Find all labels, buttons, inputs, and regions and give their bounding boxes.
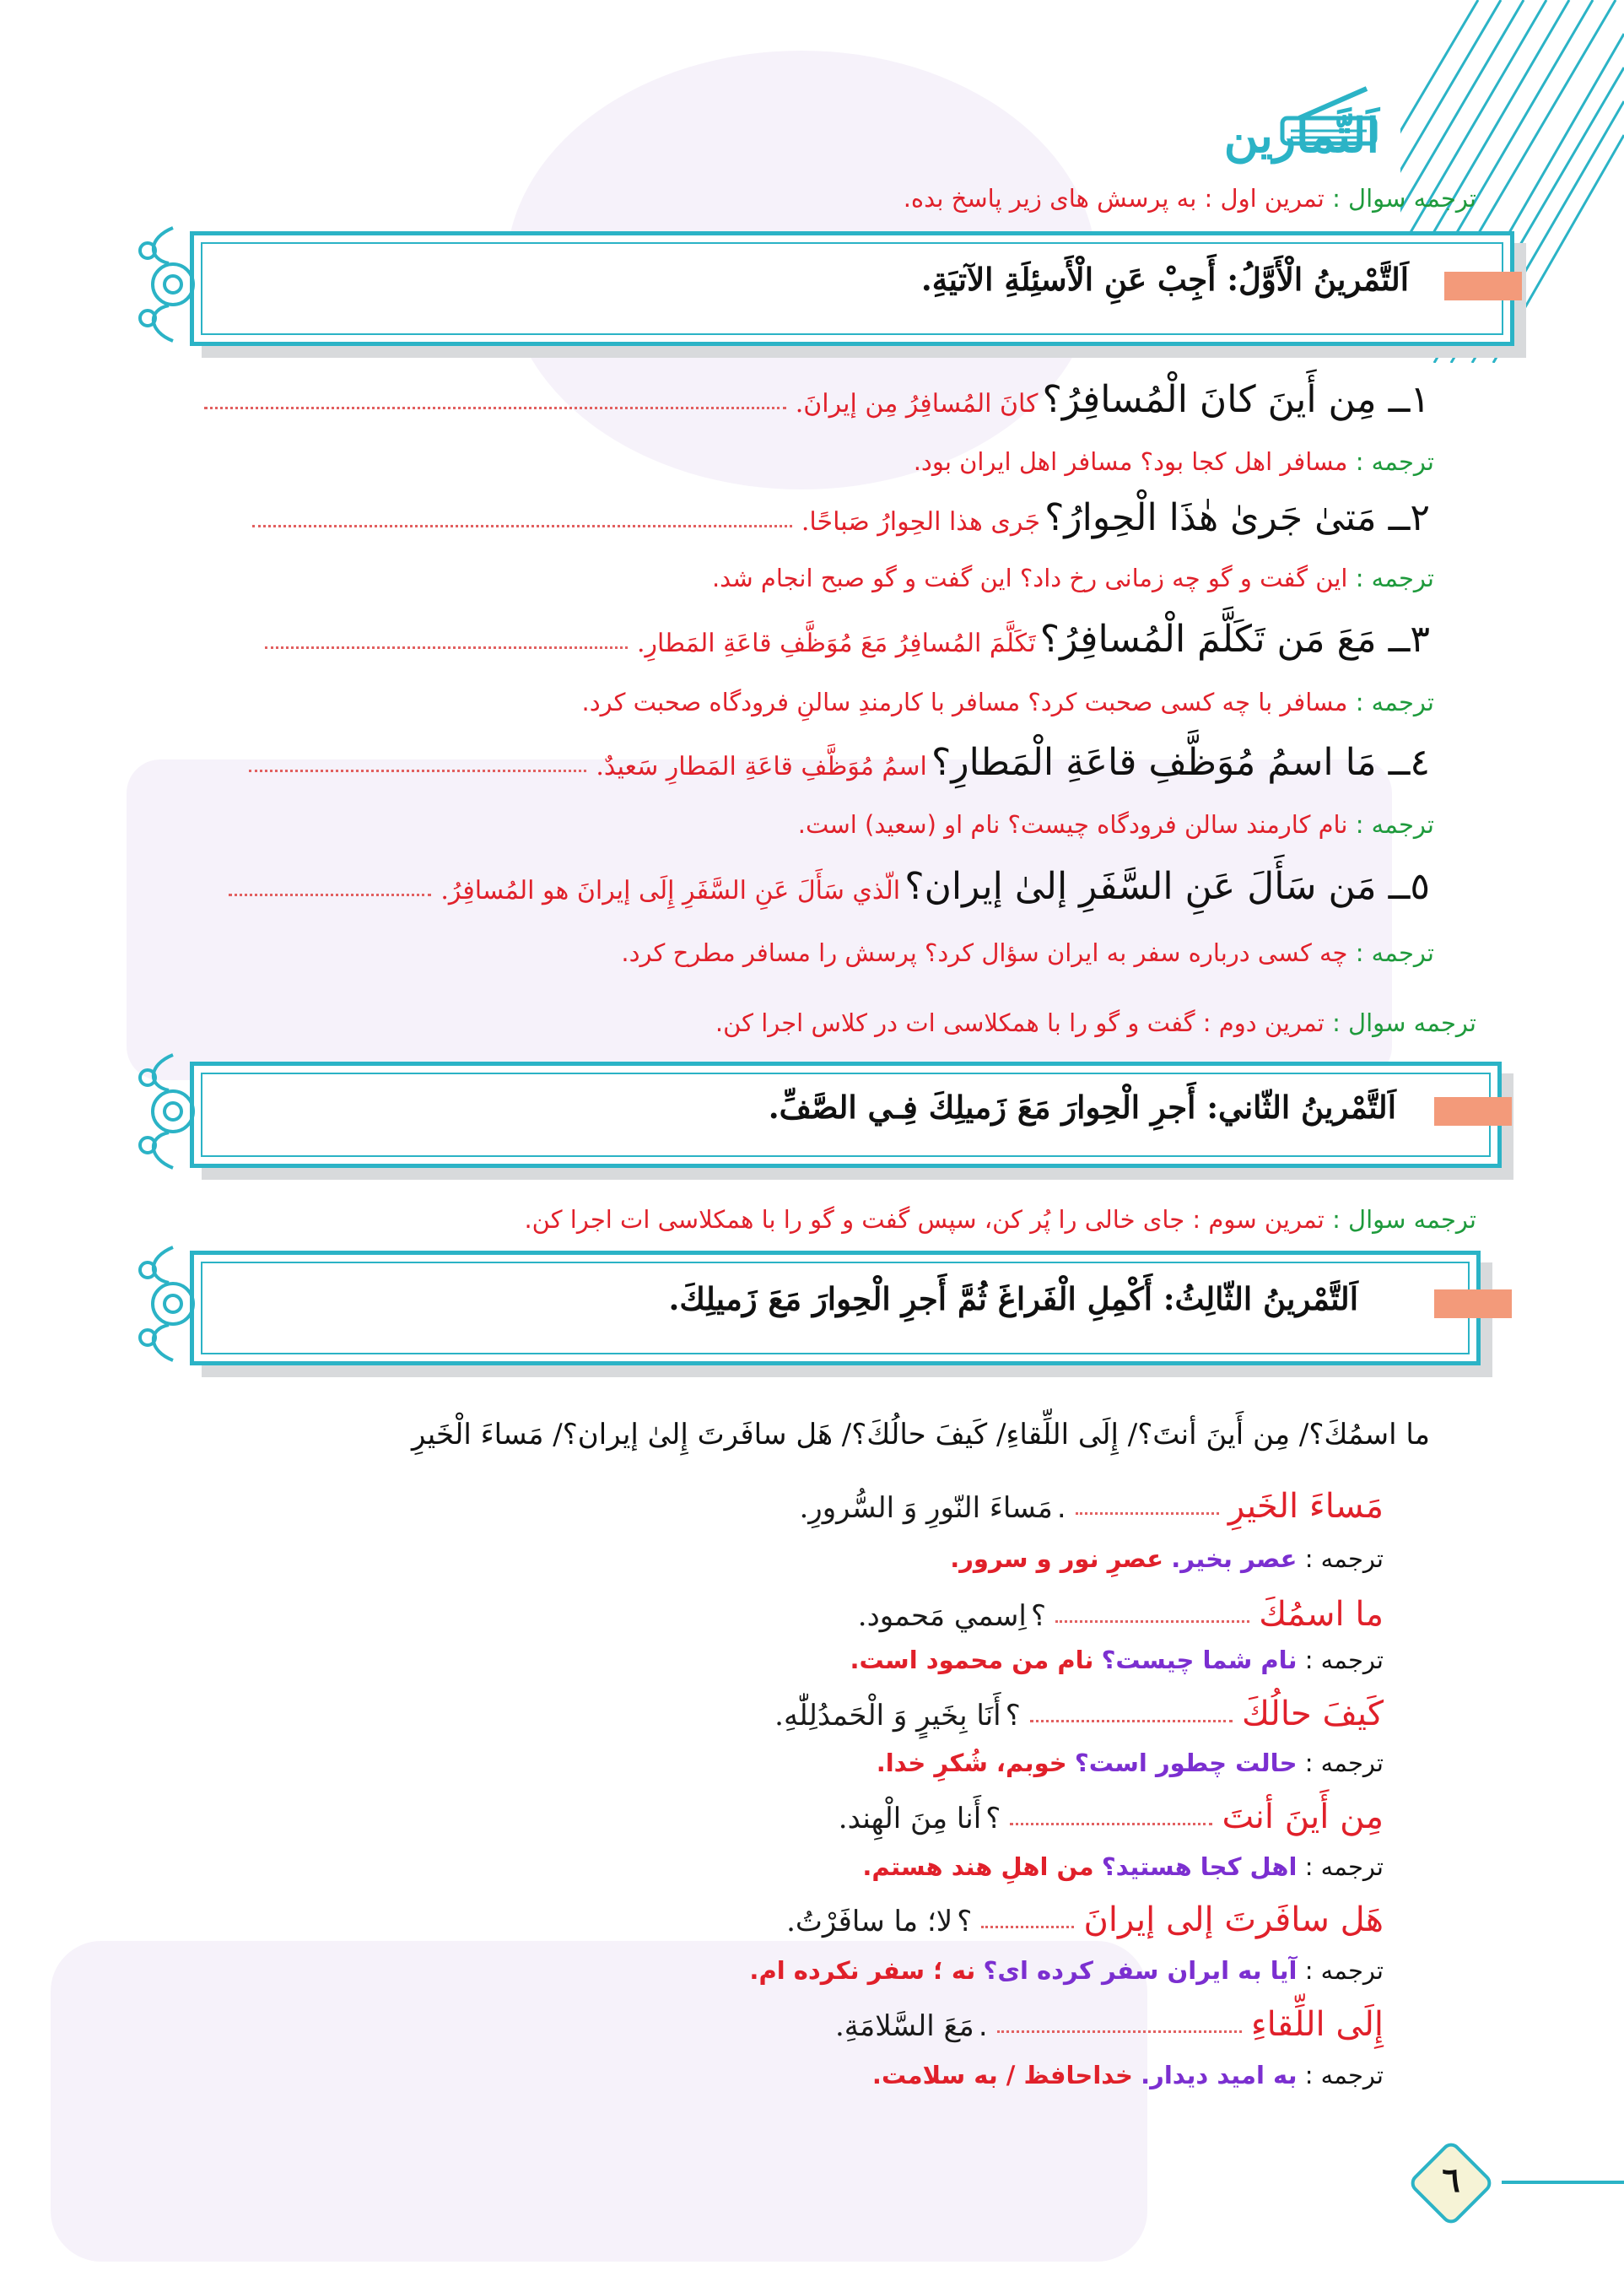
answer-dotted-line: [229, 894, 431, 896]
answer-text: كانَ المُسافِرُ مِن إيرانَ.: [795, 389, 1039, 419]
translation-text: مسافر با چه کسی صحبت کرد؟ مسافر با کارمندِ سالنِ فرودگاه صحبت کرد.: [581, 688, 1348, 716]
exercise-3-box: [190, 1251, 1481, 1365]
exercise-1-box: [190, 231, 1514, 346]
translation-row: [872, 2061, 1384, 2089]
blank-dotted-line: [1076, 1512, 1219, 1515]
row-punctuation: .: [1056, 1491, 1066, 1525]
translation-row: [749, 1956, 1384, 1985]
exercise-2-box: [190, 1062, 1502, 1168]
translation-row: [581, 688, 1434, 716]
translation-label: ترجمه :: [1355, 688, 1434, 716]
blank-answer: كَيفَ حالُكَ: [1241, 1695, 1384, 1733]
fill-blank-row: [858, 1595, 1384, 1634]
response-text: أَنا مِنَ الْهِند.: [838, 1802, 982, 1835]
response-text: لا؛ ما سافَرْتُ.: [786, 1905, 953, 1938]
translation-label: ترجمه :: [1304, 2061, 1384, 2089]
blank-dotted-line: [1010, 1823, 1212, 1825]
blank-dotted-line: [1030, 1720, 1233, 1722]
watermark-shape: [51, 1941, 1147, 2262]
prompt-text: تمرین دوم : گفت و گو را با همکلاسی ات در کلاس اجرا کن.: [715, 1008, 1325, 1037]
pencil-hand-icon: [1274, 80, 1392, 156]
translation-label: ترجمه :: [1355, 810, 1434, 839]
translation-label: ترجمه :: [1355, 447, 1434, 476]
translation-answer: من اهلِ هند هستم.: [862, 1852, 1094, 1881]
footer-line: [1502, 2181, 1624, 2184]
exercise-tag: [1444, 272, 1522, 300]
row-punctuation: ؟: [1005, 1699, 1021, 1733]
prompt-label: ترجمه سوال :: [1332, 1008, 1476, 1037]
blank-dotted-line: [981, 1926, 1074, 1928]
answer-dotted-line: [204, 407, 786, 409]
translation-answer: خداحافظ / به سلامت.: [871, 2061, 1133, 2089]
prompt-text: تمرین اول : به پرسش های زیر پاسخ بده.: [903, 184, 1325, 213]
translation-label: ترجمه :: [1355, 938, 1434, 967]
answer-dotted-line: [265, 646, 628, 649]
question-text: ٣ــ مَعَ مَن تَكَلَّمَ الْمُسافِرُ؟: [1039, 618, 1430, 661]
response-text: أَنَا بِخَيرٍ وَ الْحَمدُلِلّٰهِ.: [774, 1699, 1001, 1733]
translation-text: مسافر اهل کجا بود؟ مسافر اهل ایران بود.: [913, 447, 1348, 476]
blank-answer: مَساءَ الخَيرِ: [1227, 1487, 1384, 1526]
fill-blank-row: [774, 1695, 1384, 1733]
translation-answer: نه ؛ سفر نکرده ام.: [749, 1956, 976, 1985]
answer-dotted-line: [252, 525, 792, 527]
question-text: ٤ــ مَا اسمُ مُوَظَّفِ قاعَةِ الْمَطارِ؟: [931, 741, 1430, 784]
translation-question: اهل کجا هستید؟: [1101, 1852, 1298, 1881]
exercise-3-prompt: [524, 1205, 1476, 1234]
exercise-tag: [1434, 1289, 1512, 1318]
prompt-text: تمرین سوم : جای خالی را پُر کن، سپس گفت و گو را با همکلاسی ات اجرا کن.: [524, 1205, 1325, 1234]
translation-answer: عصرِ نور و سرور.: [950, 1544, 1164, 1573]
ornament-icon: [122, 221, 207, 348]
translation-label: ترجمه :: [1304, 1852, 1384, 1881]
translation-label: ترجمه :: [1355, 564, 1434, 592]
ornament-icon: [122, 1241, 207, 1367]
question-row: [224, 865, 1430, 908]
translation-text: چه کسی درباره سفر به ایران سؤال کرد؟ پرسش را مسافر مطرح کرد.: [621, 938, 1348, 967]
ornament-icon: [122, 1048, 207, 1175]
question-row: [247, 496, 1430, 539]
translation-text: این گفت و گو چه زمانی رخ داد؟ این گفت و گو صبح انجام شد.: [711, 564, 1348, 592]
translation-question: آیا به ایران سفر کرده ای؟: [983, 1956, 1298, 1985]
exercise-title: اَلتَّمْرينُ الْأَوَّلُ: أَجِبْ عَنِ الْأَسئِلَةِ الآتيَةِ.: [920, 261, 1409, 298]
question-row: [199, 378, 1430, 421]
row-punctuation: ؟: [985, 1802, 1001, 1835]
exercise-2-prompt: [715, 1008, 1476, 1037]
word-bank: ما اسمُكَ؟/ مِن أَينَ أنتَ؟/ إِلَى اللِّقاءِ/ كَيفَ حالُكَ؟/ هَل سافَرتَ إِلىٰ إيران؟/ مَساءَ الْخَيرِ: [412, 1418, 1430, 1451]
blank-answer: إِلَى اللِّقاءِ: [1250, 2005, 1384, 2044]
blank-dotted-line: [1055, 1620, 1249, 1623]
translation-label: ترجمه :: [1304, 1646, 1384, 1674]
question-text: ٢ــ مَتىٰ جَرىٰ هٰذَا الْحِوارُ؟: [1044, 496, 1430, 539]
answer-text: جَرى هذا الحِوارُ صَباحًا.: [801, 507, 1040, 537]
row-punctuation: ؟: [957, 1905, 973, 1938]
translation-question: نام شما چیست؟: [1101, 1646, 1298, 1674]
page-number: ٦: [1442, 2160, 1460, 2200]
answer-text: تَكَلَّمَ المُسافِرُ مَعَ مُوَظَّفِ قاعَةِ المَطارِ.: [636, 629, 1036, 658]
fill-blank-row: [835, 2005, 1384, 2044]
translation-label: ترجمه :: [1304, 1749, 1384, 1777]
translation-question: حالت چطور است؟: [1074, 1749, 1298, 1777]
answer-text: اسمُ مُوَظَّفِ قاعَةِ المَطارِ سَعيدٌ.: [596, 752, 927, 781]
translation-row: [621, 938, 1434, 967]
fill-blank-row: [839, 1797, 1384, 1836]
blank-dotted-line: [997, 2030, 1242, 2033]
question-text: ٥ــ مَن سَأَلَ عَنِ السَّفَرِ إلىٰ إيران؟: [904, 865, 1430, 908]
blank-answer: هَل سافَرتَ إلى إيرانَ: [1083, 1900, 1384, 1939]
translation-answer: خوبم، شُکرِ خدا.: [876, 1749, 1067, 1777]
response-text: مَعَ السَّلامَةِ.: [834, 2009, 974, 2043]
exercise-title: اَلتَّمْرينُ الثّاني: أَجرِ الْحِوارَ مَعَ زَميلِكَ فِـي الصَّفِّ.: [768, 1089, 1396, 1126]
fill-blank-row: [786, 1900, 1384, 1939]
response-text: مَساءَ النّورِ وَ السُّرورِ.: [799, 1491, 1053, 1525]
row-punctuation: ؟: [1030, 1599, 1047, 1633]
page-title: اَلتَّمارين: [1223, 108, 1379, 164]
exercise-1-prompt: [904, 184, 1476, 213]
response-text: اِسمي مَحمود.: [857, 1599, 1027, 1633]
translation-row: [914, 447, 1434, 476]
translation-question: به امید دیدار.: [1141, 2061, 1298, 2089]
translation-row: [798, 810, 1434, 839]
row-punctuation: .: [978, 2009, 988, 2043]
translation-row: [950, 1544, 1384, 1573]
translation-label: ترجمه :: [1304, 1956, 1384, 1985]
question-row: [244, 741, 1430, 784]
answer-dotted-line: [249, 770, 586, 772]
translation-row: [712, 564, 1434, 592]
answer-text: الّذي سَأَلَ عَنِ السَّفَرِ إِلَى إيرانَ هو المُسافِرُ.: [440, 876, 901, 905]
fill-blank-row: [799, 1487, 1384, 1526]
translation-question: عصر بخیر.: [1171, 1544, 1298, 1573]
translation-text: نام کارمند سالن فرودگاه چیست؟ نام او (سعید) است.: [797, 810, 1348, 839]
translation-answer: نام من محمود است.: [850, 1646, 1094, 1674]
question-text: ١ــ مِن أَينَ كانَ الْمُسافِرُ؟: [1042, 378, 1430, 421]
translation-row: [862, 1852, 1384, 1881]
blank-answer: ما اسمُكَ: [1259, 1595, 1384, 1634]
blank-answer: مِن أَينَ أنتَ: [1222, 1797, 1384, 1836]
question-row: [260, 618, 1430, 661]
translation-row: [877, 1749, 1384, 1777]
prompt-label: ترجمه سوال :: [1332, 1205, 1476, 1234]
translation-row: [850, 1646, 1384, 1674]
exercise-title: اَلتَّمْرينُ الثّالِثُ: أَكْمِلِ الْفَراغَ ثُمَّ أَجرِ الْحِوارَ مَعَ زَميلِكَ.: [668, 1280, 1358, 1317]
exercise-tag: [1434, 1097, 1512, 1126]
prompt-label: ترجمه سوال :: [1332, 184, 1476, 213]
translation-label: ترجمه :: [1304, 1544, 1384, 1573]
